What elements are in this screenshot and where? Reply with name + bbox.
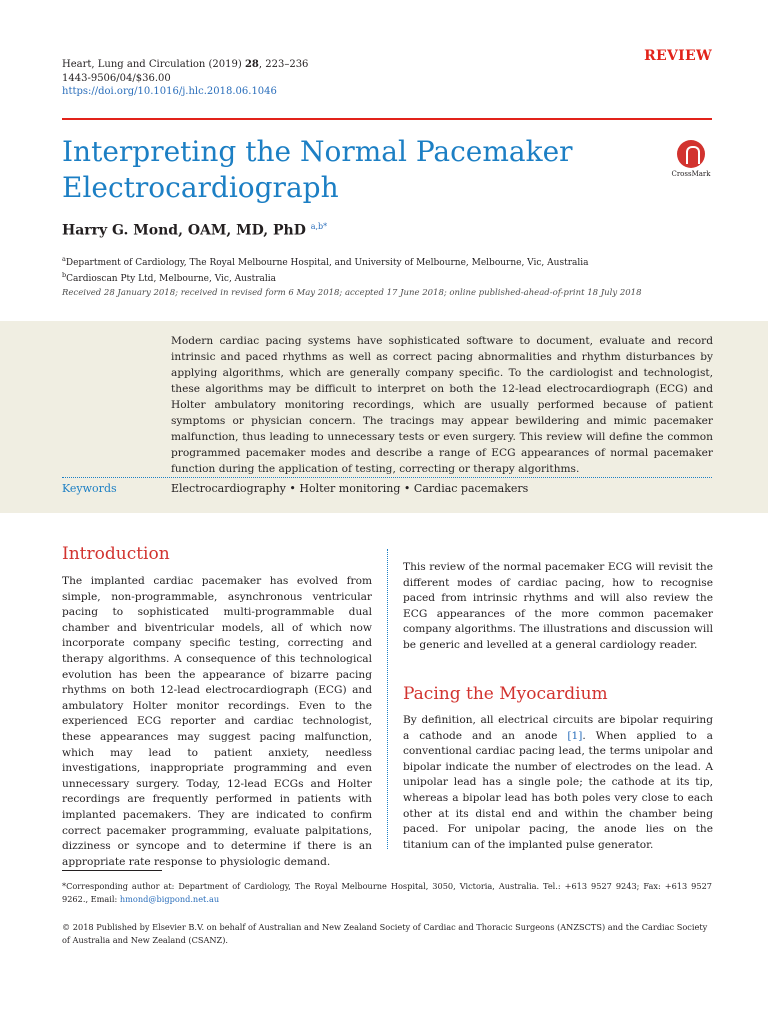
keywords-label: Keywords [62, 482, 117, 495]
header-rule [62, 118, 712, 120]
affiliation-b: $^b$Cardioscan Pty Ltd, Melbourne, Vic, Australia [62, 271, 277, 284]
email-link[interactable]: hmond@bigpond.net.au [119, 894, 220, 904]
crossmark-badge[interactable] [670, 140, 712, 178]
doi-link[interactable]: https://doi.org/10.1016/j.hlc.2018.06.1046 [62, 86, 277, 97]
author-line [62, 222, 327, 239]
introduction-paragraph: The implanted cardiac pacemaker has evolved from simple, non-programmable, asynchronous ventricular pacing to sophisticated multi-programmable dual chamber and biventricular models, all of which now incorporate company specific testing, correcting and therapy algorithms. A consequence of this technological evolution has been the appearance of bizarre pacing rhythms on both 12-lead electrocardiograph (ECG) and ambulatory Holter monitor recordings. Even to the experienced ECG reporter and cardiac technologist, these appearances may suggest pacing malfunction, which may lead to patient anxiety, needless investigations, inappropriate programming and even unnecessary surgery. Today, 12-lead ECGs and Holter recordings are frequently performed in patients with implanted pacemakers. They are indicated to confirm correct pacemaker programming, evaluate palpitations, dizziness or syncope and to determine if there is an appropriate rate response to physiologic demand. [62, 575, 372, 868]
affiliation-a: $^a$Department of Cardiology, The Royal Melbourne Hospital, and University of Melbourne, Melbourne, Vic, Australia [62, 255, 589, 268]
review-scope-paragraph: This review of the normal pacemaker ECG will revisit the different modes of cardiac pacing, how to recognise paced from intrinsic rhythms and will also review the ECG appearances of the more common pacemaker company algorithms. The illustrations and discussion will be generic and levelled at a general cardiology reader. [403, 561, 713, 651]
author-name: Harry G. Mond, OAM, MD, PhD [62, 222, 306, 239]
copyright-notice: © 2018 Published by Elsevier B.V. on behalf of Australian and New Zealand Society of Cardiac and Thoracic Surgeons (ANZSCTS) and the Cardiac Society of Australia and New Zealand (CSANZ). [62, 922, 708, 945]
article-dates: Received 28 January 2018; received in revised form 6 May 2018; accepted 17 June 2018; online published-ahead-of-print 18 July 2018 [62, 288, 642, 298]
journal-issn: 1443-9506/04/$36.00 [62, 72, 171, 84]
keyword: Electrocardiography [171, 482, 286, 495]
author-affiliation-marks[interactable]: a,b* [310, 222, 328, 231]
abstract-divider [62, 477, 712, 478]
article-type-label: REVIEW [644, 48, 712, 64]
section-heading-introduction: Introduction [62, 544, 170, 564]
keywords-list: Electrocardiography • Holter monitoring • Cardiac pacemakers [171, 482, 529, 495]
crossmark-label: CrossMark [671, 170, 711, 178]
journal-meta [62, 58, 308, 99]
abstract-text: Modern cardiac pacing systems have sophisticated software to document, evaluate and record intrinsic and paced rhythms as well as correct pacing abnormalities and rhythm disturbances by applying algorithms, which are generally company specific. To the cardiologist and technologist, these algorithms may be difficult to interpret on both the 12-lead electrocardiograph (ECG) and Holter ambulatory monitoring recordings, which are usually performed because of patient symptoms or physician concern. The tracings may appear bewildering and mimic pacemaker malfunction, thus leading to unnecessary tests or even surgery. This review will define the common programmed pacemaker modes and describe a range of ECG appearances of normal pacemaker function during the application of testing, correcting or therapy algorithms. [171, 335, 713, 475]
pacing-paragraph: By definition, all electrical circuits are bipolar requiring a cathode and an anode [1]. When applied to a conventional cardiac pacing lead, the terms unipolar and bipolar indicate the number of electrodes on the lead. A unipolar lead has a single pole; the cathode at its tip, whereas a bipolar lead has both poles very close to each other at its distal end and within the chamber being paced. For unipolar pacing, the anode lies on the titanium can of the implanted pulse generator. [403, 714, 713, 851]
article-title: Interpreting the Normal Pacemaker Electrocardiograph [62, 135, 573, 204]
column-divider [387, 549, 388, 849]
section-heading-pacing: Pacing the Myocardium [403, 684, 608, 704]
corresponding-author-footnote: *Corresponding author at: Department of Cardiology, The Royal Melbourne Hospital, 3050, Victoria, Australia. Tel.: +613 9527 9243; Fax: +613 9527 9262., Email: hmond@bigpond.net.au [62, 881, 712, 904]
affiliations [62, 253, 588, 285]
keyword: Cardiac pacemakers [413, 482, 529, 495]
journal-citation: Heart, Lung and Circulation (2019) 28, 223–236 [62, 59, 309, 70]
footnote-rule [62, 870, 162, 871]
keyword: Holter monitoring [299, 482, 401, 495]
crossmark-icon [677, 140, 705, 168]
journal-volume: 28 [244, 59, 259, 70]
reference-link[interactable]: [1] [567, 729, 583, 742]
